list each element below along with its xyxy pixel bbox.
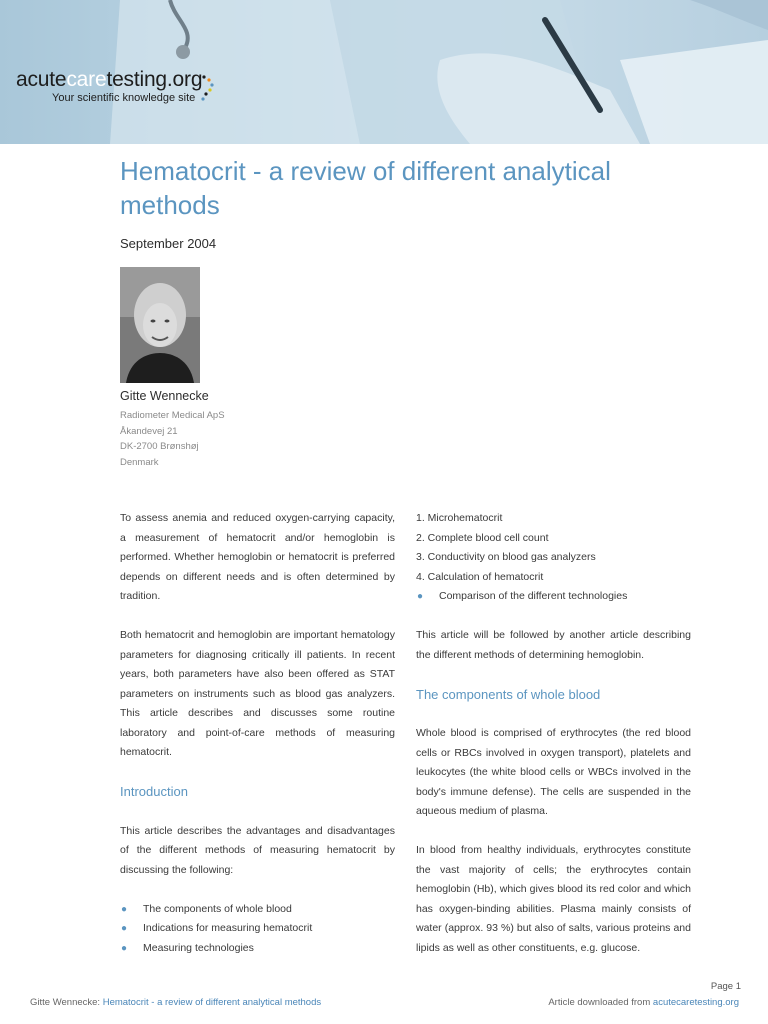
logo-tagline: Your scientific knowledge site [52,92,196,104]
article-title: Hematocrit - a review of different analytical methods [120,156,611,220]
left-column [120,509,395,958]
right-column [416,509,691,978]
logo-dots-icon [200,74,222,104]
bullet-icon: ● [121,942,128,954]
bullet-list [416,587,691,607]
numbered-list [416,509,691,587]
affiliation-line: DK-2700 Brønshøj [120,441,199,452]
affiliation-line: Denmark [120,456,159,468]
author-affiliation [120,408,225,470]
page-number: Page 1 [710,981,741,992]
list-item: ● Indications for measuring hematocrit [120,919,395,939]
site-logo[interactable] [16,68,202,104]
bullet-icon: ● [121,903,128,915]
list-item: 1. Microhematocrit [416,512,503,524]
section-heading-components: The components of whole blood [416,686,601,702]
affiliation-line: Radiometer Medical ApS [120,410,225,421]
article-date: September 2004 [120,236,217,251]
list-item: ● Comparison of the different technologies [416,587,691,607]
bullet-list [120,900,395,959]
author-portrait [120,267,200,383]
header-banner [0,0,768,144]
list-item: ● The components of whole blood [120,900,395,920]
section-heading-introduction: Introduction [120,784,188,799]
paragraph: Whole blood is comprised of erythrocytes (the red blood cells or RBCs involved in oxygen transport), platelets and leukocytes (the white blood cells or WBCs involved in the body's immune defense). The cells are suspended in the aqueous medium of plasma. [416,727,691,817]
paragraph: Both hematocrit and hemoglobin are important hematology parameters for diagnosing critically ill patients. In recent years, both parameters have also been offered as STAT parameters on instruments such as blood gas analyzers. This article describes and discusses some routine laboratory and point-of-care methods of measuring hematocrit. [120,629,395,758]
affiliation-line: Åkandevej 21 [120,425,178,437]
paragraph: This article describes the advantages and disadvantages of the different methods of measuring hematocrit by discussing the following: [120,824,395,876]
logo-wordmark: acutecaretesting.org [16,68,203,91]
paragraph: This article will be followed by another article describing the different methods of determining hemoglobin. [416,629,691,661]
list-item: 4. Calculation of hematocrit [416,570,544,583]
list-item: ● Measuring technologies [120,939,395,959]
footer-source: Article downloaded from acutecaretesting.org [548,997,739,1008]
paragraph: To assess anemia and reduced oxygen-carrying capacity, a measurement of hematocrit and/or hemoglobin is performed. Whether hemoglobin or hematocrit is preferred depends on different needs and is often determined by tradition. [120,512,395,602]
bullet-icon: ● [417,591,424,602]
list-item: 3. Conductivity on blood gas analyzers [416,551,596,563]
footer-citation: Gitte Wennecke: Hematocrit - a review of different analytical methods [30,997,322,1008]
list-item: 2. Complete blood cell count [416,531,549,544]
bullet-icon: ● [121,923,128,934]
author-photo [120,267,200,383]
author-name: Gitte Wennecke [120,389,209,403]
footer-article-link[interactable]: Hematocrit - a review of different analytical methods [102,997,322,1008]
paragraph: In blood from healthy individuals, erythrocytes constitute the vast majority of cells; the erythrocytes contain hemoglobin (Hb), which gives blood its red color and which has oxygen-binding abilities. Plasma mainly consists of water (approx. 93 %) but also of salts, various proteins and lipids as well as other constituents, e.g. glucose. [416,844,691,954]
footer-site-link[interactable]: acutecaretesting.org [652,997,739,1008]
